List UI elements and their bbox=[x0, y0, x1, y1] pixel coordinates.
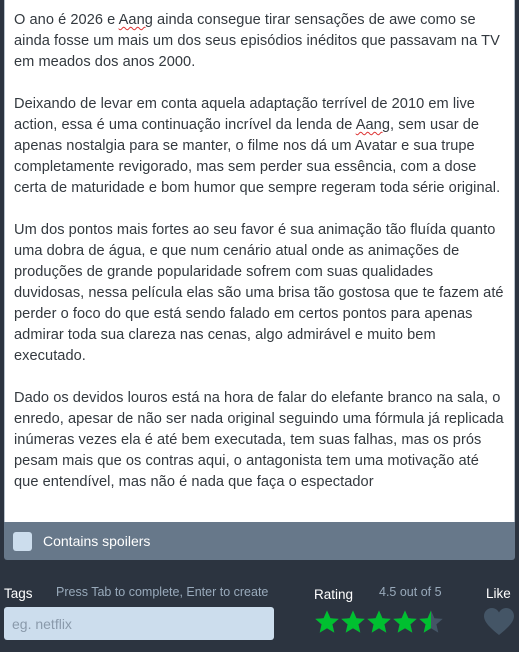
spoilers-checkbox[interactable] bbox=[13, 532, 32, 551]
tags-hint: Press Tab to complete, Enter to create bbox=[56, 585, 269, 599]
review-paragraph-3: Um dos pontos mais fortes ao seu favor é sua animação tão fluída quanto uma dobra de água, e que num cenário atual onde as animações de produções de grande popularidade sofrem com suas qualidades duvidosas, nessa película elas são uma brisa tão gostosa que te fazem até perder o foco do que está sendo falado em certos pontos para apenas admirar toda sua clareza nas cenas, algo admirável e muito bem executado. bbox=[14, 222, 504, 364]
like-label: Like bbox=[486, 586, 511, 601]
review-text bbox=[5, 0, 514, 493]
star-icon[interactable] bbox=[366, 609, 392, 635]
tags-label: Tags bbox=[4, 586, 33, 601]
rating-stars[interactable] bbox=[314, 609, 444, 637]
heart-icon[interactable] bbox=[483, 607, 515, 637]
misspelled-word: Aang bbox=[355, 117, 391, 133]
rating-value-text: 4.5 out of 5 bbox=[379, 585, 442, 599]
rating-label: Rating bbox=[314, 587, 354, 602]
tags-input[interactable] bbox=[4, 607, 274, 640]
review-paragraph-2: Deixando de levar em conta aquela adaptação terrível de 2010 em live action, essa é uma continuação incrível da lenda de Aang, sem usar de apenas nostalgia para se manter, o filme nos dá um Avatar e sua trupe completamente revigorado, mas sem perder sua essência, com a dose certa de maturidade e bom humor que sempre regeram toda série original. bbox=[14, 96, 501, 196]
misspelled-word: Aang bbox=[118, 12, 153, 28]
review-paragraph-4: Dado os devidos louros está na hora de falar do elefante branco na sala, o enredo, apesar de não ser nada original seguindo uma fórmula já replicada inúmeras vezes ela é até bem executada, tem suas falhas, mas os prós pesam mais que os contras aqui, o antagonista tem uma motivação até que entendível, mas não é nada que faça o espectador bbox=[14, 390, 504, 490]
star-icon[interactable] bbox=[314, 609, 340, 635]
star-icon[interactable] bbox=[392, 609, 418, 635]
star-icon[interactable] bbox=[418, 609, 444, 635]
spoilers-toggle-bar[interactable] bbox=[4, 522, 515, 560]
review-textarea[interactable] bbox=[4, 0, 515, 522]
review-paragraph-1: O ano é 2026 e Aang ainda consegue tirar sensações de awe como se ainda fosse um mais um dos seus episódios inéditos que passavam na TV em meados dos anos 2000. bbox=[14, 12, 500, 70]
star-icon[interactable] bbox=[340, 609, 366, 635]
spoilers-label: Contains spoilers bbox=[43, 533, 151, 549]
